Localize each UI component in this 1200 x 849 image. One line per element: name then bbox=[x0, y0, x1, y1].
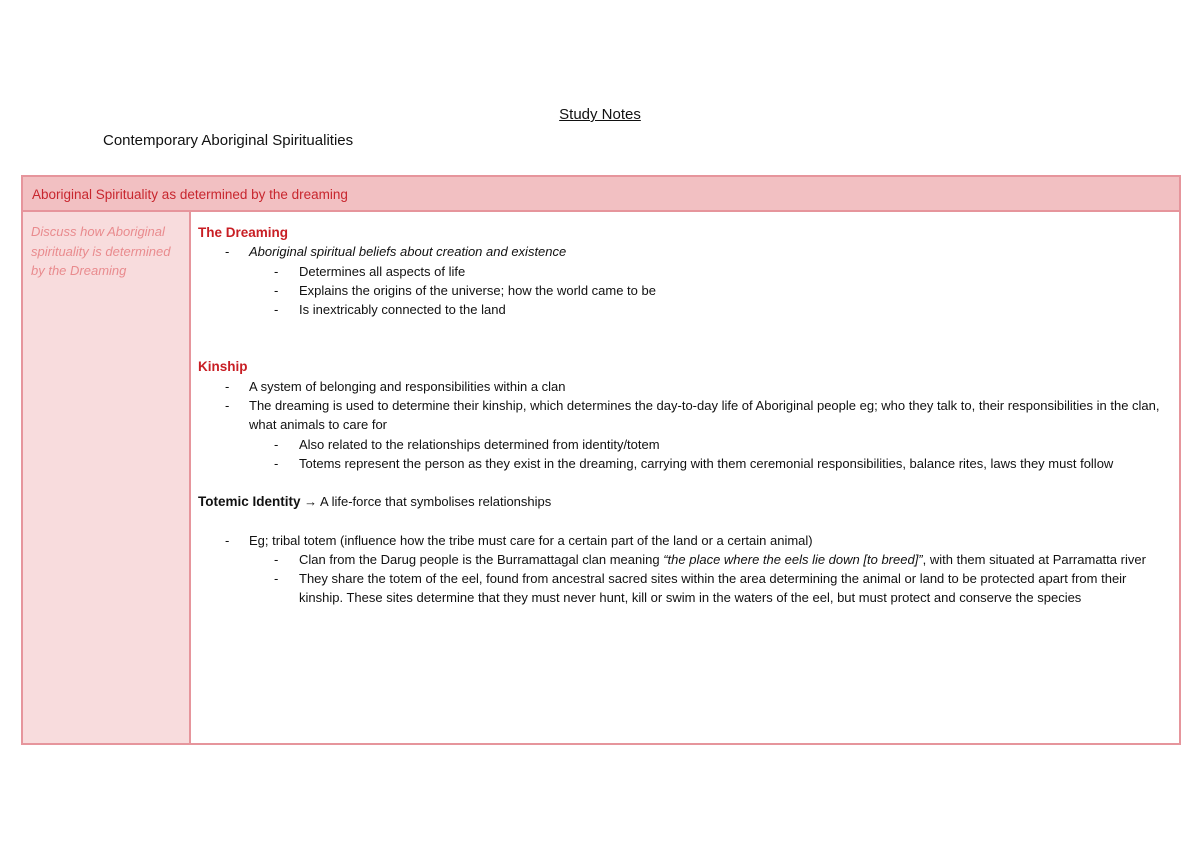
dreaming-subpoint: Explains the origins of the universe; how the world came to be bbox=[299, 282, 656, 298]
totemic-definition: A life-force that symbolises relationships bbox=[320, 494, 552, 510]
list-item bbox=[198, 242, 1171, 261]
totemic-heading: Totemic Identity bbox=[198, 494, 301, 510]
list-item bbox=[198, 262, 1171, 281]
list-item bbox=[198, 396, 1171, 435]
bullet-dash: - bbox=[274, 551, 279, 567]
bullet-dash: - bbox=[225, 244, 230, 260]
bullet-dash: - bbox=[274, 455, 279, 471]
kinship-point: A system of belonging and responsibilities within a clan bbox=[249, 378, 566, 394]
totemic-point: Eg; tribal totem (influence how the tribe must care for a certain part of the land or a certain animal) bbox=[249, 532, 813, 548]
list-item bbox=[198, 550, 1171, 569]
list-item bbox=[198, 454, 1171, 473]
dreaming-subpoint: Is inextricably connected to the land bbox=[299, 302, 506, 318]
totemic-heading-row bbox=[198, 492, 1171, 511]
bullet-dash: - bbox=[274, 282, 279, 298]
dreaming-heading: The Dreaming bbox=[198, 225, 289, 240]
list-item bbox=[198, 300, 1171, 319]
totemic-subpoint: They share the totem of the eel, found from ancestral sacred sites within the area determining the animal or land to be protected apart from their kinship. These sites determine that they must never hunt, kill or swim in the waters of the eel, but must protect and conserve the species bbox=[299, 571, 1127, 606]
table-header: Aboriginal Spirituality as determined by the dreaming bbox=[23, 177, 1179, 212]
list-item bbox=[198, 531, 1171, 550]
list-item bbox=[198, 377, 1171, 396]
spacer bbox=[198, 319, 1171, 338]
bullet-dash: - bbox=[274, 263, 279, 279]
list-item bbox=[198, 569, 1171, 608]
spacer bbox=[198, 473, 1171, 492]
document-title: Study Notes bbox=[559, 106, 641, 123]
totemic-sub1-before: Clan from the Darug people is the Burramattagal clan meaning bbox=[299, 551, 664, 567]
notes-cell bbox=[191, 212, 1179, 743]
notes-table bbox=[21, 175, 1181, 745]
kinship-subpoint: Also related to the relationships determined from identity/totem bbox=[299, 436, 660, 452]
spacer bbox=[198, 512, 1171, 531]
kinship-heading: Kinship bbox=[198, 359, 248, 375]
kinship-point: The dreaming is used to determine their kinship, which determines the day-to-day life of Aboriginal people eg; who they talk to, their responsibilities in the clan, what animals to care for bbox=[249, 398, 1160, 433]
totemic-sub1-quote: “the place where the eels lie down [to breed]” bbox=[663, 551, 923, 567]
dreaming-point: Aboriginal spiritual beliefs about creation and existence bbox=[249, 244, 567, 260]
dreaming-subpoint: Determines all aspects of life bbox=[299, 263, 466, 279]
kinship-subpoint: Totems represent the person as they exist in the dreaming, carrying with them ceremonial responsibilities, balance rites, laws they must follow bbox=[299, 455, 1114, 471]
bullet-dash: - bbox=[225, 378, 230, 394]
document-subtitle: Contemporary Aboriginal Spiritualities bbox=[103, 132, 354, 149]
bullet-dash: - bbox=[274, 571, 279, 587]
totemic-sub1-after: , with them situated at Parramatta river bbox=[922, 551, 1146, 567]
arrow-icon: → bbox=[304, 494, 318, 510]
list-item bbox=[198, 435, 1171, 454]
bullet-dash: - bbox=[225, 532, 230, 548]
bullet-dash: - bbox=[225, 398, 230, 414]
spacer bbox=[198, 338, 1171, 357]
bullet-dash: - bbox=[274, 302, 279, 318]
question-cell: Discuss how Aboriginal spirituality is determined by the Dreaming bbox=[23, 212, 191, 743]
bullet-dash: - bbox=[274, 436, 279, 452]
table-body bbox=[23, 212, 1179, 743]
list-item bbox=[198, 281, 1171, 300]
